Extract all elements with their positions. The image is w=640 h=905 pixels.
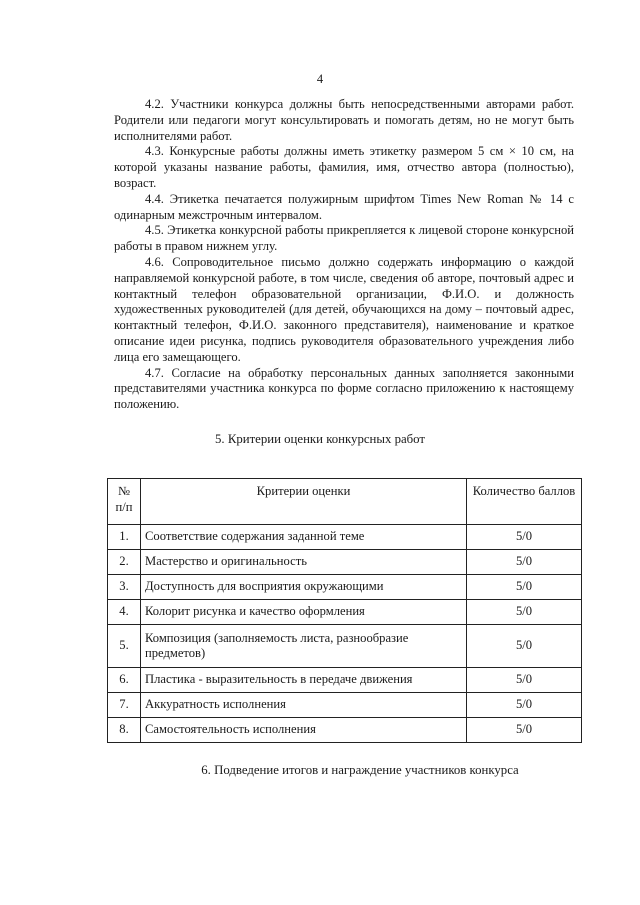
row-criteria: Доступность для восприятия окружающими (141, 575, 467, 600)
row-criteria: Мастерство и оригинальность (141, 550, 467, 575)
row-points: 5/0 (467, 625, 582, 668)
criteria-table (107, 478, 582, 743)
header-criteria: Критерии оценки (141, 479, 467, 525)
section-6-title: 6. Подведение итогов и награждение участников конкурса (201, 763, 519, 777)
table-row (108, 575, 582, 600)
table-row (108, 718, 582, 743)
paragraph-4-5: 4.5. Этикетка конкурсной работы прикрепляется к лицевой стороне конкурсной работы в правом нижнем углу. (114, 223, 574, 254)
table-header-row (108, 479, 582, 525)
row-num: 8. (108, 718, 141, 743)
row-num: 2. (108, 550, 141, 575)
table-row (108, 625, 582, 668)
table-row (108, 600, 582, 625)
paragraph-4-3: 4.3. Конкурсные работы должны иметь этикетку размером 5 см × 10 см, на которой указаны название работы, фамилия, имя, отчество автора (полностью), возраст. (114, 144, 574, 190)
paragraph-4-2: 4.2. Участники конкурса должны быть непосредственными авторами работ. Родители или педагоги могут консультировать и помогать детям, но не могут быть исполнителями работ. (114, 97, 574, 143)
row-points: 5/0 (467, 668, 582, 693)
paragraph-4-7: 4.7. Согласие на обработку персональных данных заполняется законными представителями участника конкурса по форме согласно приложению к настоящему положению. (114, 365, 574, 412)
row-points: 5/0 (467, 693, 582, 718)
paragraph-4-6: 4.6. Сопроводительное письмо должно содержать информацию о каждой направляемой конкурсной работе, в том числе, сведения об авторе, почтовый адрес и контактный телефон образовательной организации, Ф.И.О. и должность художественных руководителей (для детей, обучающихся на дому – почтовый адрес, контактный телефон, Ф.И.О. законного представителя), наименование и краткое описание идеи рисунка, подпись руководителя образовательного учреждения либо лица его замещающего. (114, 254, 574, 364)
row-criteria: Аккуратность исполнения (141, 693, 467, 718)
row-criteria: Соответствие содержания заданной теме (141, 525, 467, 550)
row-points: 5/0 (467, 550, 582, 575)
header-points: Количество баллов (467, 479, 582, 525)
row-criteria: Самостоятельность исполнения (141, 718, 467, 743)
table-row (108, 550, 582, 575)
row-criteria: Пластика - выразительность в передаче движения (141, 668, 467, 693)
paragraph-4-4: 4.4. Этикетка печатается полужирным шрифтом Times New Roman № 14 с одинарным межстрочным интервалом. (114, 191, 574, 222)
row-num: 1. (108, 525, 141, 550)
page-number: 4 (316, 72, 324, 86)
row-points: 5/0 (467, 718, 582, 743)
table-row (108, 668, 582, 693)
row-criteria: Колорит рисунка и качество оформления (141, 600, 467, 625)
row-num: 4. (108, 600, 141, 625)
header-num: № п/п (108, 479, 141, 525)
row-points: 5/0 (467, 575, 582, 600)
document-body (114, 97, 574, 413)
row-num: 5. (108, 625, 141, 668)
row-num: 3. (108, 575, 141, 600)
row-points: 5/0 (467, 600, 582, 625)
row-num: 6. (108, 668, 141, 693)
row-num: 7. (108, 693, 141, 718)
table-row (108, 525, 582, 550)
table-row (108, 693, 582, 718)
row-criteria: Композиция (заполняемость листа, разнообразие предметов) (141, 625, 467, 668)
section-5-title: 5. Критерии оценки конкурсных работ (215, 432, 425, 446)
row-points: 5/0 (467, 525, 582, 550)
